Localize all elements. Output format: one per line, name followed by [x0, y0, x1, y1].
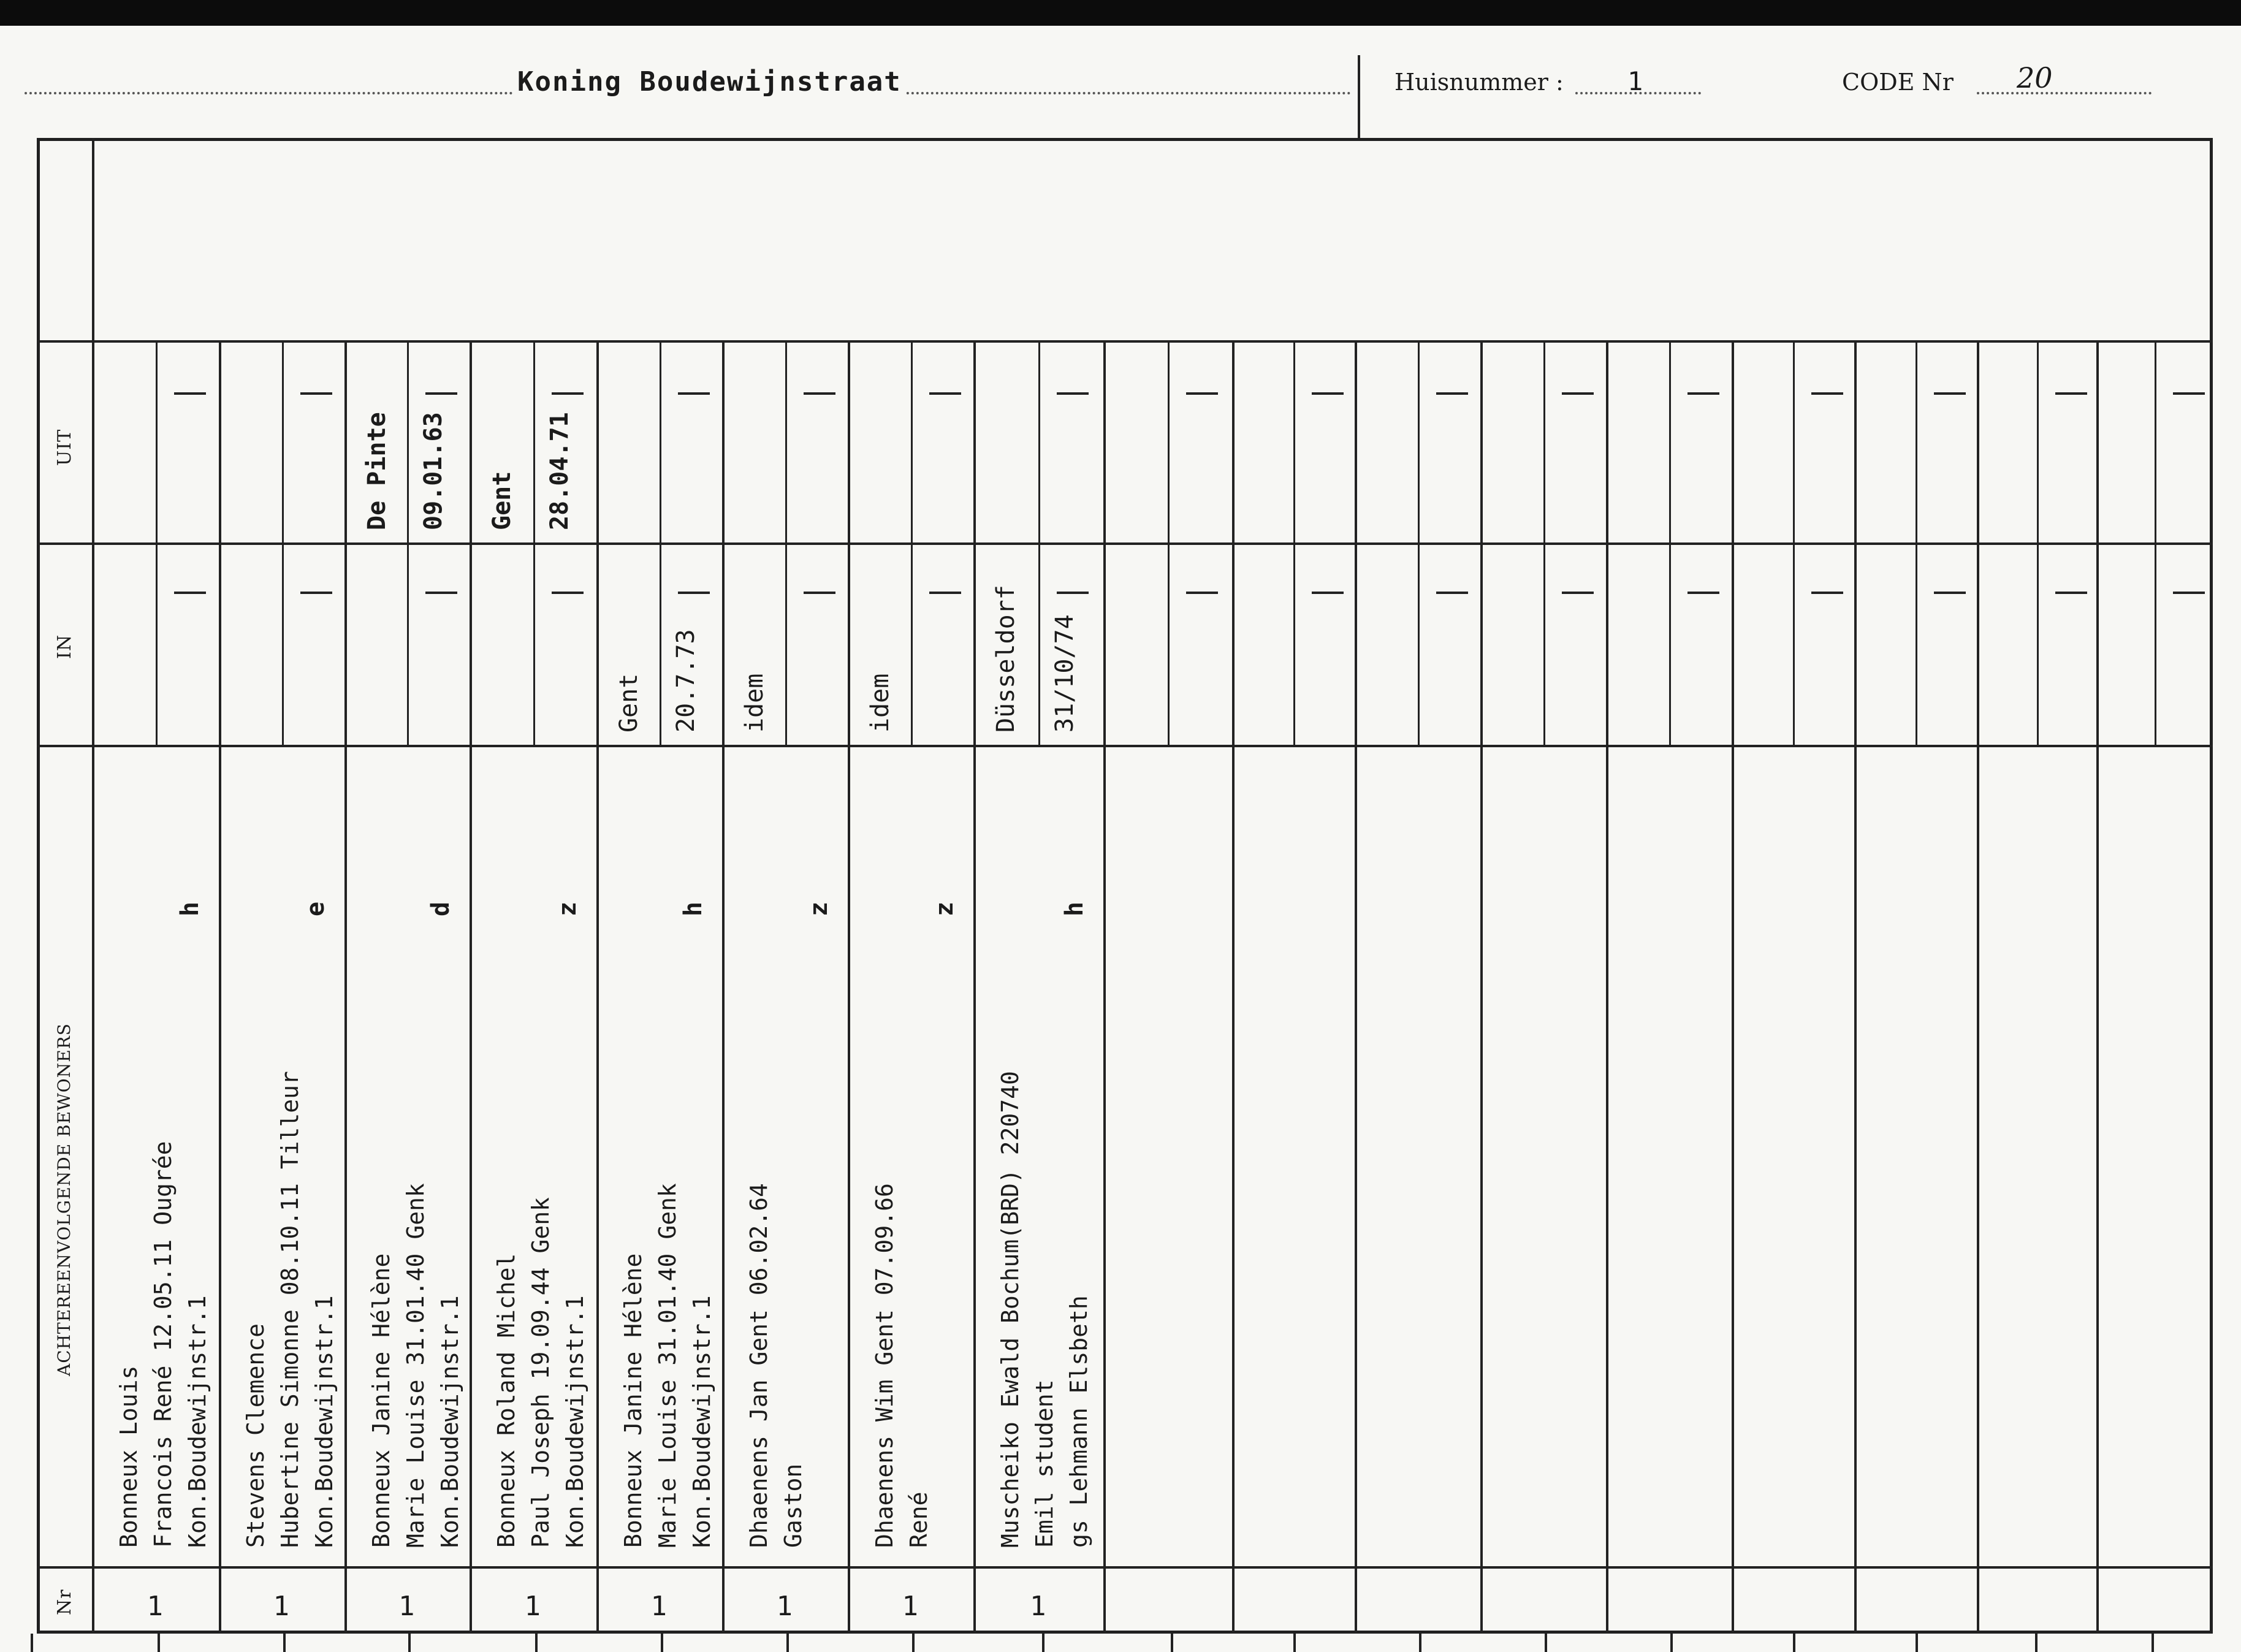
dash-tick — [2173, 592, 2205, 594]
dash-tick — [929, 592, 961, 594]
half-column-divider — [2037, 340, 2039, 745]
half-column-divider — [2155, 340, 2156, 745]
resident-nr: 1 — [650, 1591, 667, 1622]
in-place: idem — [866, 673, 894, 733]
header-divider — [1358, 55, 1360, 138]
dash-tick — [1811, 392, 1843, 395]
code-dotted-line — [1977, 92, 2152, 94]
dash-tick — [552, 592, 584, 594]
code-label: CODE Nr — [1842, 69, 1954, 96]
uit-date: 28.04.71 — [546, 412, 574, 530]
half-column-divider — [660, 340, 661, 745]
resident-line: Muscheiko Ewald Bochum(BRD) 220740 — [997, 1071, 1024, 1548]
dash-tick — [1312, 392, 1344, 395]
half-column-divider — [1793, 340, 1795, 745]
divider-in-bewoners — [37, 745, 2213, 747]
dash-tick — [552, 392, 584, 395]
scan-top-border — [0, 0, 2241, 26]
half-column-divider — [785, 340, 787, 745]
column-divider — [1355, 340, 1357, 1634]
bottom-tick — [1293, 1634, 1296, 1652]
divider-uit-in — [37, 542, 2213, 545]
code-value: 20 — [2017, 61, 2053, 94]
resident-line: Kon.Boudewijnstr.1 — [311, 1295, 338, 1548]
bottom-tick — [912, 1634, 915, 1652]
resident-nr: 1 — [146, 1591, 163, 1622]
resident-line: Hubertine Simonne 08.10.11 Tilleur — [276, 1071, 303, 1548]
bottom-tick — [31, 1634, 33, 1652]
divider-top-blank — [37, 340, 2213, 343]
uit-place: Gent — [488, 471, 516, 530]
resident-nr: 1 — [902, 1591, 918, 1622]
dash-tick — [2173, 392, 2205, 395]
column-divider — [848, 340, 850, 1634]
dash-tick — [1436, 392, 1468, 395]
half-column-divider — [407, 340, 409, 745]
bottom-tick — [408, 1634, 411, 1652]
resident-line: Kon.Boudewijnstr.1 — [561, 1295, 588, 1548]
bottom-tick — [1419, 1634, 1421, 1652]
bottom-tick — [786, 1634, 789, 1652]
dash-tick — [1687, 592, 1719, 594]
street-name: Koning Boudewijnstraat — [514, 66, 905, 97]
uit-place: De Pinte — [363, 412, 391, 530]
in-place: Düsseldorf — [992, 585, 1020, 733]
half-column-divider — [1916, 340, 1917, 745]
column-divider — [1977, 340, 1979, 1634]
resident-marker: z — [930, 901, 959, 916]
half-column-divider — [156, 340, 158, 745]
resident-line: Bonneux Janine Hélène — [368, 1253, 395, 1548]
resident-marker: z — [805, 901, 833, 916]
bottom-tick — [1545, 1634, 1547, 1652]
bottom-tick — [2152, 1634, 2154, 1652]
bottom-tick — [158, 1634, 160, 1652]
resident-line: gs Lehmann Elsbeth — [1065, 1295, 1092, 1548]
dash-tick — [425, 392, 457, 395]
dash-tick — [804, 592, 835, 594]
column-divider — [219, 340, 221, 1634]
half-column-divider — [1168, 340, 1170, 745]
resident-line: Stevens Clemence — [242, 1323, 269, 1548]
half-column-divider — [282, 340, 284, 745]
bottom-tick — [1670, 1634, 1673, 1652]
resident-line: Marie Louise 31.01.40 Genk — [402, 1183, 429, 1548]
dash-tick — [1562, 592, 1594, 594]
resident-line: Dhaenens Jan Gent 06.02.64 — [745, 1183, 772, 1548]
dash-tick — [1811, 592, 1843, 594]
dash-tick — [1057, 392, 1089, 395]
dash-tick — [1687, 392, 1719, 395]
nr-label: Nr — [54, 1589, 75, 1615]
in-label: IN — [54, 634, 75, 659]
bottom-tick — [1171, 1634, 1173, 1652]
resident-line: Kon.Boudewijnstr.1 — [688, 1295, 715, 1548]
column-divider — [1606, 340, 1608, 1634]
resident-line: Bonneux Louis — [115, 1365, 142, 1548]
resident-nr: 1 — [273, 1591, 289, 1622]
column-divider — [1103, 340, 1106, 1634]
bottom-tick — [2035, 1634, 2037, 1652]
bottom-tick — [283, 1634, 286, 1652]
bottom-tick — [661, 1634, 663, 1652]
resident-line: Marie Louise 31.01.40 Genk — [654, 1183, 681, 1548]
resident-line: Paul Joseph 19.09.44 Genk — [527, 1197, 554, 1548]
column-divider — [2096, 340, 2099, 1634]
resident-marker: d — [427, 901, 455, 916]
dash-tick — [929, 392, 961, 395]
huisnummer-label: Huisnummer : — [1394, 69, 1564, 96]
dash-tick — [300, 392, 332, 395]
column-divider — [973, 340, 976, 1634]
column-divider — [1480, 340, 1483, 1634]
resident-nr: 1 — [1030, 1591, 1046, 1622]
half-column-divider — [1418, 340, 1420, 745]
uit-date: 09.01.63 — [419, 412, 447, 530]
in-date: 20.7.73 — [672, 629, 700, 733]
dash-tick — [1934, 392, 1966, 395]
resident-line: Emil student — [1031, 1379, 1058, 1548]
divider-bewoners-nr — [37, 1566, 2213, 1569]
dash-tick — [1057, 592, 1089, 594]
resident-line: Kon.Boudewijnstr.1 — [184, 1295, 211, 1548]
resident-line: Francois René 12.05.11 Ougrée — [150, 1141, 177, 1548]
resident-line: Kon.Boudewijnstr.1 — [436, 1295, 463, 1548]
resident-nr: 1 — [398, 1591, 415, 1622]
half-column-divider — [1293, 340, 1295, 745]
resident-line: Bonneux Janine Hélène — [620, 1253, 647, 1548]
in-date: 31/10/74 — [1051, 614, 1079, 733]
resident-line: Dhaenens Wim Gent 07.09.66 — [871, 1183, 898, 1548]
resident-marker: h — [679, 901, 707, 916]
dash-tick — [300, 592, 332, 594]
bottom-tick — [1042, 1634, 1044, 1652]
resident-line: René — [905, 1491, 932, 1548]
column-divider — [470, 340, 472, 1634]
resident-marker: h — [1060, 901, 1089, 916]
dash-tick — [425, 592, 457, 594]
half-column-divider — [911, 340, 913, 745]
half-column-divider — [1038, 340, 1040, 745]
dash-tick — [678, 592, 710, 594]
resident-nr: 1 — [524, 1591, 541, 1622]
resident-marker: e — [302, 901, 330, 916]
resident-nr: 1 — [776, 1591, 793, 1622]
column-divider — [1854, 340, 1857, 1634]
resident-marker: z — [554, 901, 582, 916]
column-divider — [596, 340, 599, 1634]
uit-label: UIT — [54, 428, 75, 466]
bottom-tick — [1793, 1634, 1795, 1652]
dash-tick — [1186, 592, 1218, 594]
column-divider — [1732, 340, 1734, 1634]
bottom-tick — [1916, 1634, 1918, 1652]
dash-tick — [1562, 392, 1594, 395]
dash-tick — [1436, 592, 1468, 594]
dash-tick — [1312, 592, 1344, 594]
half-column-divider — [1669, 340, 1671, 745]
resident-line: Bonneux Roland Michel — [493, 1253, 520, 1548]
resident-line: Gaston — [780, 1463, 807, 1548]
dash-tick — [174, 592, 206, 594]
column-divider — [1232, 340, 1235, 1634]
bewoners-label: ACHTEREENVOLGENDE BEWONERS — [54, 1023, 74, 1376]
dash-tick — [174, 392, 206, 395]
column-divider — [344, 340, 347, 1634]
dash-tick — [804, 392, 835, 395]
form-frame — [37, 138, 2213, 1634]
dash-tick — [1934, 592, 1966, 594]
bottom-tick — [535, 1634, 538, 1652]
resident-marker: h — [176, 901, 204, 916]
half-column-divider — [1543, 340, 1545, 745]
in-place: Gent — [615, 673, 643, 733]
dash-tick — [2055, 392, 2087, 395]
dash-tick — [678, 392, 710, 395]
label-column-divider — [92, 138, 94, 1634]
in-place: idem — [740, 673, 769, 733]
dash-tick — [2055, 592, 2087, 594]
column-divider — [722, 340, 725, 1634]
dash-tick — [1186, 392, 1218, 395]
huisnummer-value: 1 — [1627, 66, 1643, 96]
half-column-divider — [533, 340, 535, 745]
